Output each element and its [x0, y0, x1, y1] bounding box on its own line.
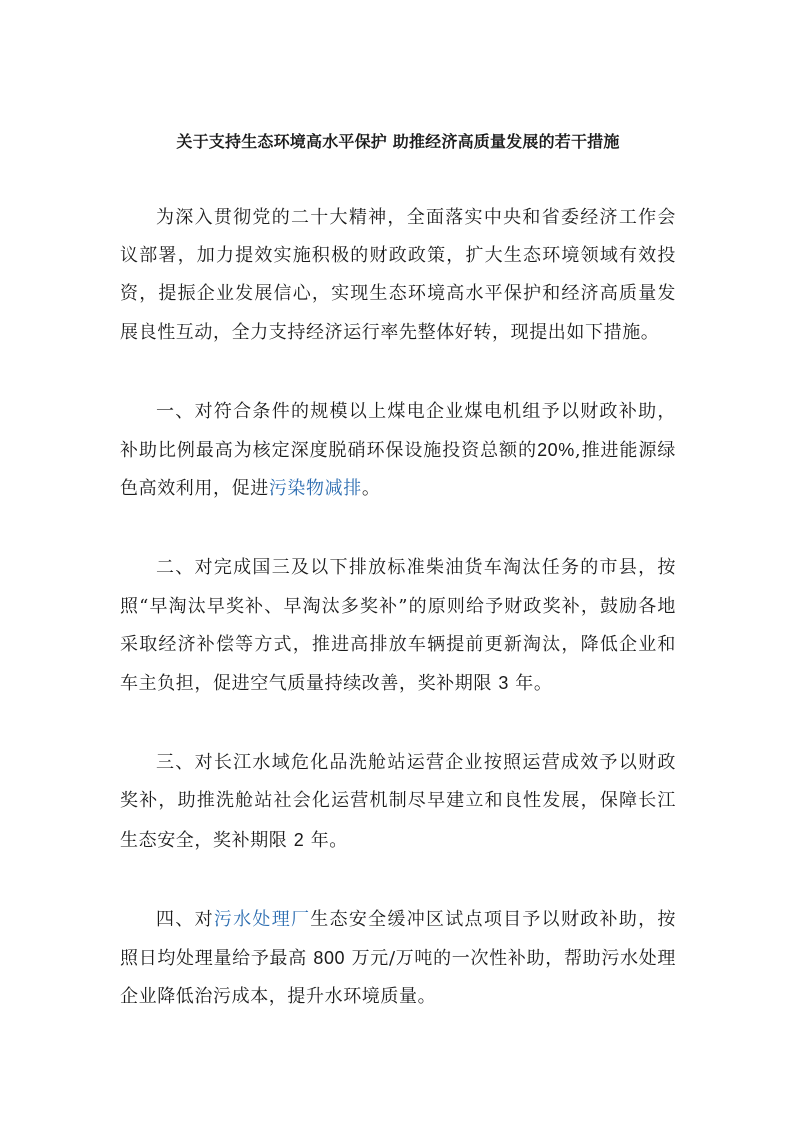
measure-2-text-a: 二、对完成国三及以下排放标准柴油货车淘汰任务的市县，按照“早淘汰早奖补、早淘汰多奖补”的原则给予财政奖补，鼓励各地采取经济补偿等方式，推进高排放车辆提前更新淘汰，降低企业和车主负担，促进空气质量持续改善，奖补期限	[120, 557, 676, 695]
measure-3-text-a: 三、对长江水域危化品洗舱站运营企业按照运营成效予以财政奖补，助推洗舱站社会化运营机制尽早建立和良性发展，保障长江生态安全，奖补期限	[120, 752, 676, 851]
measure-1-text-b: ,推进能源绿色高效利用，促进	[120, 440, 676, 500]
measure-3-text-b: 年。	[310, 829, 348, 851]
document-page	[120, 131, 676, 1057]
measure-2-years: 3	[498, 673, 509, 694]
measure-4-text-a: 四、对	[156, 908, 214, 930]
measure-4-text-c: 万元/万吨的一次性补助，帮助污水处理企业降低治污成本，提升水环境质量。	[120, 948, 676, 1008]
measure-1-paragraph	[120, 393, 676, 509]
measure-4-text-b: 生态安全缓冲区试点项目予以财政补助，按照日均处理量给予最高	[120, 908, 676, 970]
measure-3-years: 2	[293, 829, 305, 850]
intro-paragraph	[120, 199, 676, 352]
document-title: 关于支持生态环境高水平保护 助推经济高质量发展的若干措施	[176, 132, 620, 151]
intro-text: 为深入贯彻党的二十大精神，全面落实中央和省委经济工作会议部署，加力提效实施积极的财政政策，扩大生态环境领域有效投资，提振企业发展信心，实现生态环境高水平保护和经济高质量发展良性互动，全力支持经济运行率先整体好转，现提出如下措施。	[120, 207, 676, 343]
pollutant-reduction-link[interactable]: 污染物减排	[268, 478, 362, 500]
sewage-plant-link[interactable]: 污水处理厂	[213, 908, 311, 930]
measure-2-paragraph	[120, 549, 676, 703]
measure-3-paragraph	[120, 744, 676, 860]
measure-4-amount: 800	[313, 948, 346, 969]
measure-1-text-c: 。	[361, 478, 381, 500]
measure-4-paragraph	[120, 901, 676, 1017]
measure-1-text-a: 一、对符合条件的规模以上煤电企业煤电机组予以财政补助，补助比例最高为核定深度脱硝环保设施投资总额的	[120, 400, 676, 462]
measure-2-text-b: 年。	[515, 673, 553, 695]
measure-1-percent: 20%	[537, 440, 575, 461]
